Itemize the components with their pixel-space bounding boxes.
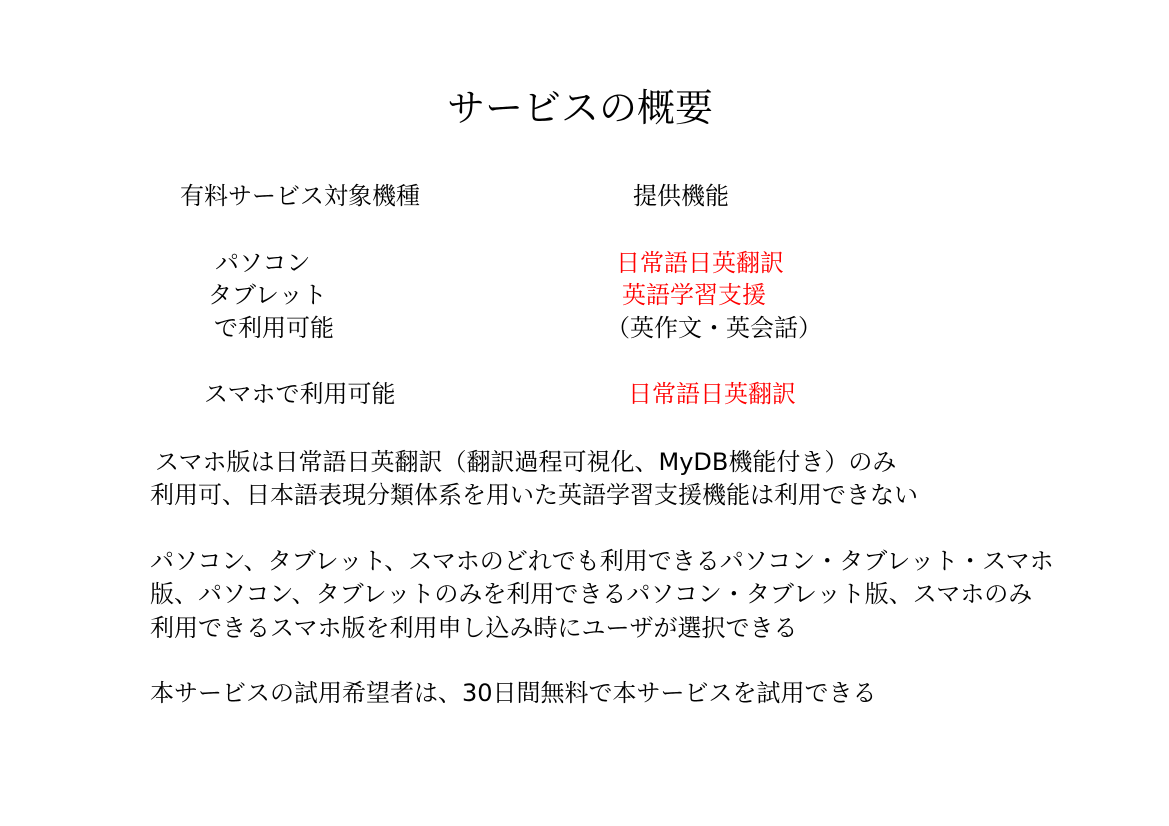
feature-learning-detail: （英作文・英会話）: [606, 314, 822, 342]
device-availability: で利用可能: [214, 314, 334, 342]
trial-note: 本サービスの試用希望者は、30日間無料で本サービスを試用できる: [150, 679, 877, 707]
smartphone-note-line1: スマホ版は日常語日英翻訳（翻訳過程可視化、MyDB機能付き）のみ: [155, 448, 897, 476]
device-smartphone: スマホで利用可能: [204, 380, 396, 408]
slide-title: サービスの概要: [446, 86, 713, 130]
smartphone-note-line2: 利用可、日本語表現分類体系を用いた英語学習支援機能は利用できない: [150, 481, 918, 509]
edition-note-line2: 版、パソコン、タブレットのみを利用できるパソコン・タブレット版、スマホのみ: [150, 580, 1033, 608]
feature-translation: 日常語日英翻訳: [616, 249, 784, 277]
edition-note-line3: 利用できるスマホ版を利用申し込み時にユーザが選択できる: [150, 614, 798, 642]
feature-smartphone-translation: 日常語日英翻訳: [628, 380, 796, 408]
right-column-header: 提供機能: [633, 182, 729, 210]
device-pc: パソコン: [215, 249, 311, 277]
feature-learning-support: 英語学習支援: [622, 281, 766, 309]
left-column-header: 有料サービス対象機種: [180, 182, 420, 210]
device-tablet: タブレット: [208, 281, 327, 309]
edition-note-line1: パソコン、タブレット、スマホのどれでも利用できるパソコン・タブレット・スマホ: [150, 547, 1054, 575]
